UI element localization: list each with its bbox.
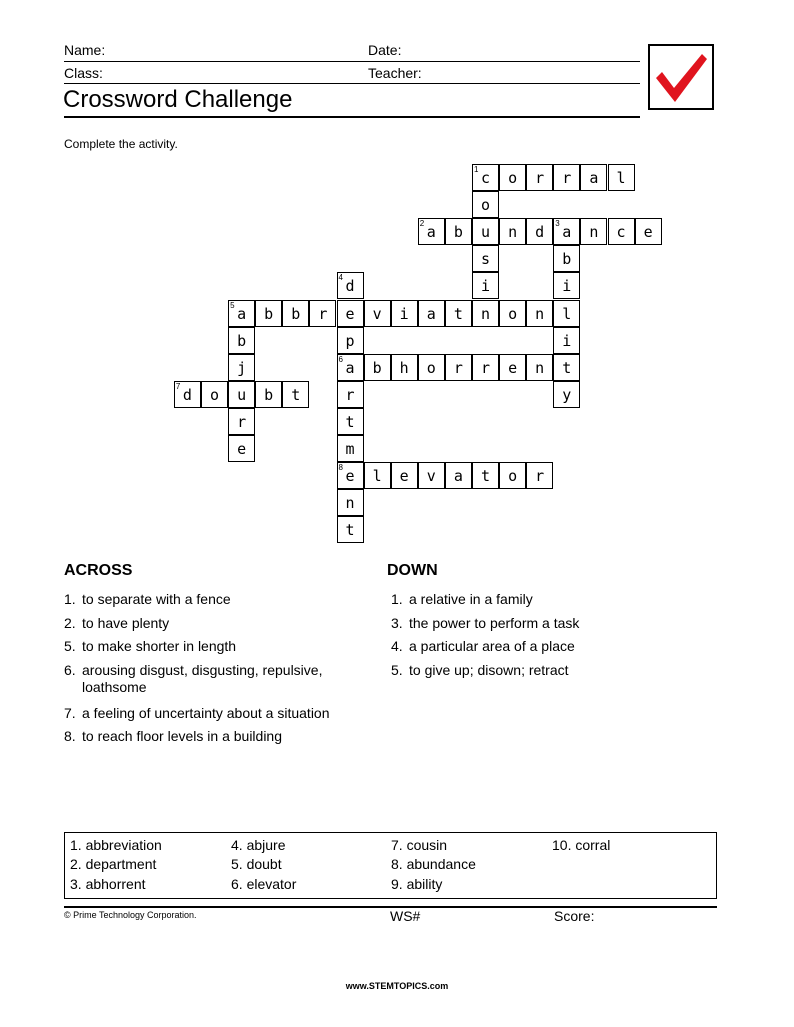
crossword-cell[interactable] [282,300,309,327]
cell-letter: b [264,304,274,323]
crossword-cell[interactable] [228,435,255,462]
crossword-cell[interactable] [337,408,364,435]
clue-number: 4. [391,638,403,654]
clue-number: 5 [230,300,235,310]
crossword-cell[interactable] [553,218,580,245]
crossword-cell[interactable] [255,381,282,408]
clue-text: a particular area of a place [409,638,575,654]
cell-letter: e [508,358,518,377]
word-bank-item: 3. abhorrent [70,876,146,892]
crossword-cell[interactable] [553,300,580,327]
website-text: www.STEMTOPICS.com [345,981,449,991]
copyright-text: © Prime Technology Corporation. [64,910,197,920]
cell-letter: a [453,467,463,486]
crossword-cell[interactable] [445,300,472,327]
crossword-cell[interactable] [553,327,580,354]
down-clue [391,591,533,608]
clue-number: 3 [555,219,560,229]
crossword-cell[interactable] [445,354,472,381]
cell-letter: d [345,277,355,296]
cell-letter: n [480,304,491,323]
crossword-cell[interactable] [553,354,580,381]
crossword-cell[interactable] [499,300,526,327]
crossword-cell[interactable] [418,218,445,245]
crossword-cell[interactable] [255,300,282,327]
cell-letter: b [562,250,572,269]
crossword-cell[interactable] [174,381,201,408]
crossword-cell[interactable] [526,462,553,489]
crossword-cell[interactable] [526,218,553,245]
cell-letter: a [426,223,436,242]
clue-text: to give up; disown; retract [409,661,569,678]
crossword-cell[interactable] [309,300,336,327]
clue-number: 3. [391,614,403,631]
crossword-cell[interactable] [282,381,309,408]
cell-letter: n [535,304,545,323]
crossword-cell[interactable] [499,164,526,191]
date-label: Date: [368,42,402,58]
cell-letter: t [291,385,301,404]
score-label: Score: [554,908,595,924]
cell-letter: i [480,277,491,296]
crossword-cell[interactable] [580,164,607,191]
clue-text: to make shorter in length [82,638,237,654]
crossword-cell[interactable] [337,462,364,489]
across-clue [64,638,236,655]
name-label: Name: [64,42,106,58]
down-clue [391,638,575,655]
crossword-cell[interactable] [228,381,255,408]
cell-letter: n [589,223,599,242]
crossword-cell[interactable] [337,435,364,462]
clue-number: 4 [338,273,343,283]
cell-letter: e [345,467,355,486]
crossword-cell[interactable] [635,218,662,245]
crossword-cell[interactable] [526,300,553,327]
crossword-cell[interactable] [391,354,418,381]
word-bank-item: 2. department [70,856,157,872]
cell-letter: b [237,331,247,350]
crossword-cell[interactable] [418,462,445,489]
clue-number: 1. [64,591,76,607]
crossword-cell[interactable] [472,191,499,218]
cell-letter: o [508,467,518,486]
crossword-cell[interactable] [472,164,499,191]
crossword-cell[interactable] [608,218,635,245]
across-clue [64,662,322,696]
cell-letter: p [345,331,355,350]
across-heading: ACROSS [64,562,133,579]
cell-letter: v [426,467,436,486]
clue-number: 2. [64,614,76,631]
word-bank-item: 9. ability [391,876,443,892]
across-clue [64,615,169,632]
crossword-cell[interactable] [472,354,499,381]
cell-letter: r [535,467,545,486]
instructions: Complete the activity. [64,137,178,151]
crossword-cell[interactable] [364,462,391,489]
cell-letter: o [480,196,491,215]
clue-number: 6. [64,661,76,678]
cell-letter: o [508,304,518,323]
across-clue [64,705,330,722]
cell-letter: l [372,467,382,486]
cell-letter: j [237,358,247,377]
cell-letter: c [480,169,491,187]
crossword-cell[interactable] [337,272,364,299]
cell-letter: t [345,412,355,431]
crossword-cell[interactable] [445,218,472,245]
crossword-cell[interactable] [364,354,391,381]
crossword-cell[interactable] [472,300,499,327]
cell-letter: n [345,494,355,513]
cell-letter: b [453,223,463,242]
cell-letter: e [237,440,247,458]
clue-text: a feeling of uncertainty about a situation [82,704,330,721]
crossword-cell[interactable] [526,164,553,191]
cell-letter: b [372,358,382,377]
crossword-cell[interactable] [337,489,364,516]
crossword-cell[interactable] [553,381,580,408]
crossword-cell[interactable] [337,354,364,381]
crossword-cell[interactable] [228,354,255,381]
clue-number: 8 [338,463,343,473]
crossword-cell[interactable] [580,218,607,245]
crossword-cell[interactable] [364,300,391,327]
cell-letter: e [399,467,409,486]
cell-letter: b [291,304,301,323]
word-bank-item: 10. corral [552,837,611,853]
word-bank-item: 6. elevator [231,876,297,892]
crossword-cell[interactable] [391,462,418,489]
crossword-cell[interactable] [553,272,580,299]
cell-letter: b [264,385,274,404]
cell-letter: l [562,304,572,323]
clue-text: to have plenty [82,614,170,631]
cell-letter: u [237,385,247,404]
word-bank [64,832,717,899]
clue-text: the power to perform a task [409,614,580,631]
cell-letter: l [616,169,626,187]
crossword-cell[interactable] [445,462,472,489]
clue-number: 8. [64,728,76,744]
clue-number: 7. [64,704,76,721]
crossword-cell[interactable] [608,164,635,191]
cell-letter: a [589,169,599,187]
cell-letter: d [535,223,545,242]
cell-letter: d [182,385,192,404]
ws-label: WS# [390,908,421,924]
crossword-cell[interactable] [472,272,499,299]
crossword-cell[interactable] [201,381,228,408]
cell-letter: y [562,385,572,404]
clue-number: 1 [474,165,479,174]
cell-letter: t [480,467,491,486]
crossword-cell[interactable] [499,462,526,489]
clue-text: to reach floor levels in a building [82,728,283,744]
clue-number: 6 [338,354,343,364]
crossword-cell[interactable] [526,354,553,381]
cell-letter: r [345,385,355,404]
cell-letter: t [453,304,463,323]
cell-letter: t [345,521,355,540]
down-clue [391,615,579,632]
word-bank-item: 1. abbreviation [70,837,162,853]
page-title: Crossword Challenge [63,86,293,113]
clue-number: 1. [391,591,403,607]
word-bank-item: 4. abjure [231,837,286,853]
cell-letter: o [209,385,220,404]
crossword-cell[interactable] [228,408,255,435]
cell-letter: i [562,331,572,350]
cell-letter: a [237,304,247,323]
class-label: Class: [64,65,103,81]
crossword-cell[interactable] [472,462,499,489]
cell-letter: a [426,304,436,323]
cell-letter: r [318,304,328,323]
cell-letter: i [562,277,572,296]
clue-number: 5. [64,638,76,654]
crossword-cell[interactable] [472,245,499,272]
cell-letter: h [399,358,409,377]
cell-letter: o [426,358,436,377]
cell-letter: c [616,223,626,242]
across-clue [64,591,231,608]
cell-letter: m [345,440,355,458]
crossword-cell[interactable] [553,164,580,191]
clue-number: 7 [175,381,181,391]
word-bank-item: 5. doubt [231,856,282,872]
word-bank-item: 7. cousin [391,837,448,853]
cell-letter: r [237,412,247,431]
crossword-cell[interactable] [418,300,445,327]
cell-letter: n [535,358,545,377]
crossword-cell[interactable] [391,300,418,327]
crossword-cell[interactable] [337,516,364,543]
cell-letter: o [508,169,518,187]
cell-letter: i [399,304,409,323]
teacher-label: Teacher: [368,65,422,81]
crossword-cell[interactable] [553,245,580,272]
cell-letter: r [453,358,463,377]
cell-letter: v [372,304,382,323]
crossword-cell[interactable] [499,218,526,245]
cell-letter: e [643,223,653,242]
clue-number: 2 [419,219,425,229]
clue-text: to separate with a fence [82,591,231,607]
clue-text: a relative in a family [409,591,533,607]
cell-letter: n [508,223,518,242]
clue-number: 5. [391,661,403,678]
crossword-cell[interactable] [228,300,255,327]
word-bank-item: 8. abundance [391,856,476,872]
cell-letter: u [480,223,491,242]
crossword-cell[interactable] [499,354,526,381]
crossword-cell[interactable] [418,354,445,381]
cell-letter: a [562,223,572,242]
crossword-cell[interactable] [472,218,499,245]
cell-letter: r [562,169,572,187]
down-clue [391,662,569,679]
cell-letter: r [480,358,491,377]
cell-letter: t [562,358,572,377]
clue-text: arousing disgust, disgusting, repulsive, loathsome [82,661,323,695]
across-clue [64,728,282,745]
crossword-cell[interactable] [228,327,255,354]
cell-letter: a [345,358,355,377]
cell-letter: e [345,304,355,323]
cell-letter: r [535,169,545,187]
cell-letter: s [480,250,491,269]
down-heading: DOWN [387,562,438,579]
crossword-cell[interactable] [337,300,364,327]
crossword-cell[interactable] [337,381,364,408]
crossword-cell[interactable] [337,327,364,354]
